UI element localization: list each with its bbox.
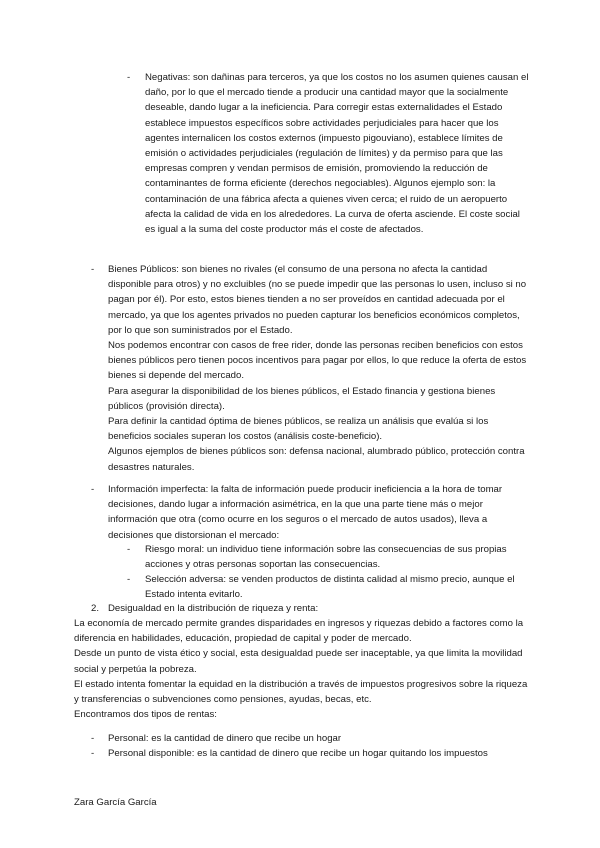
paragraph-disparidades: La economía de mercado permite grandes disparidades en ingresos y riquezas debido a factores como la diferencia en habilidades, educación, propiedad de capital y poder de mercado.	[74, 618, 524, 645]
paragraph-etico-social: Desde un punto de vista ético y social, esta desigualdad puede ser inaceptable, ya que limita la movilidad social y perpetúa la pobreza.	[74, 648, 523, 675]
bienes-publicos-examples: Algunos ejemplos de bienes públicos son: defensa nacional, alumbrado público, protección contra desastres naturales.	[108, 446, 525, 473]
list-bullet: -	[91, 733, 95, 744]
list-bullet: -	[91, 264, 95, 275]
section-2-title: Desigualdad en la distribución de riqueza y renta:	[108, 603, 319, 614]
list-bullet: -	[127, 72, 131, 83]
bienes-publicos-block	[108, 262, 532, 475]
list-bullet: -	[91, 484, 95, 495]
paragraph-tipos-rentas: Encontramos dos tipos de rentas:	[74, 709, 217, 721]
riesgo-moral-text: Riesgo moral: un individuo tiene información sobre las consecuencias de sus propias acciones y otras personas soportan las consecuencias.	[145, 544, 507, 571]
bienes-publicos-definition: Bienes Públicos: son bienes no rivales (el consumo de una persona no afecta la cantidad disponible para otros) y no excluibles (no se puede impedir que las personas lo usen, incluso si no pagan por él). Por esto, estos bienes tienden a no ser proveídos en cantidad adecuada por el mercado, ya que los agentes privados no pueden capturar los beneficios económicos completos, por lo que son suministrados por el Estado.	[108, 264, 527, 336]
informacion-imperfecta-text: Información imperfecta: la falta de información puede producir ineficiencia a la hora de tomar decisiones, dando lugar a información asimétrica, en la que una parte tiene más o mejor información que otra (como ocurre en los seguros o el mercado de autos usados), lleva a decisiones que distorsionan el mercado:	[108, 484, 503, 541]
paragraph-equidad: El estado intenta fomentar la equidad en la distribución a través de impuestos progresivos sobre la riqueza y transferencias o subvenciones como pensiones, ayudas, becas, etc.	[74, 678, 528, 706]
list-bullet: -	[127, 574, 131, 585]
negativas-text: Negativas: son dañinas para terceros, ya que los costos no los asumen quienes causan el daño, por lo que el mercado tiende a producir una cantidad mayor que la socialmente deseable, dando lugar a la ineficiencia. Para corregir estas externalidades el Estado establece impuestos específicos sobre actividades perjudiciales para hacer que los agentes internalicen los costos externos (impuesto pigouviano), establece límites de emisión o actividades perjudiciales (regulación de límites) y da permiso para que las empresas compren y vendan permisos de emisión, promoviendo la reducción de contaminantes de forma eficiente (derechos negociables). Algunos ejemplo son: la contaminación de una fábrica afecta a quienes viven cerca; el ruido de un aeropuerto afecta la calidad de vida en los alrededores. La curva de oferta asciende. El coste social es igual a la suma del coste productor más el coste de afectados.	[145, 72, 529, 236]
bienes-publicos-free-rider: Nos podemos encontrar con casos de free rider, donde las personas reciben beneficios con estos bienes públicos pero tienen pocos incentivos para pagar por ellos, lo que reduce la oferta de estos bienes si depende del mercado.	[108, 340, 527, 382]
personal-disponible-text: Personal disponible: es la cantidad de dinero que recibe un hogar quitando los impuestos	[108, 748, 488, 759]
personal-text: Personal: es la cantidad de dinero que recibe un hogar	[108, 733, 342, 744]
bienes-publicos-provision: Para asegurar la disponibilidad de los bienes públicos, el Estado financia y gestiona bienes públicos (provisión directa).	[108, 385, 496, 412]
section-number: 2.	[91, 603, 100, 614]
seleccion-adversa-text: Selección adversa: se venden productos de distinta calidad al mismo precio, aunque el Estado intenta evitarlo.	[145, 574, 515, 601]
body-paragraphs	[74, 616, 532, 722]
list-bullet: -	[91, 748, 95, 759]
list-bullet: -	[127, 544, 131, 555]
author-footer: Zara García García	[74, 797, 157, 808]
bienes-publicos-optimal: Para definir la cantidad óptima de bienes públicos, se realiza un análisis que evalúa si los beneficios sociales superan los costos (análisis coste-beneficio).	[108, 416, 489, 443]
